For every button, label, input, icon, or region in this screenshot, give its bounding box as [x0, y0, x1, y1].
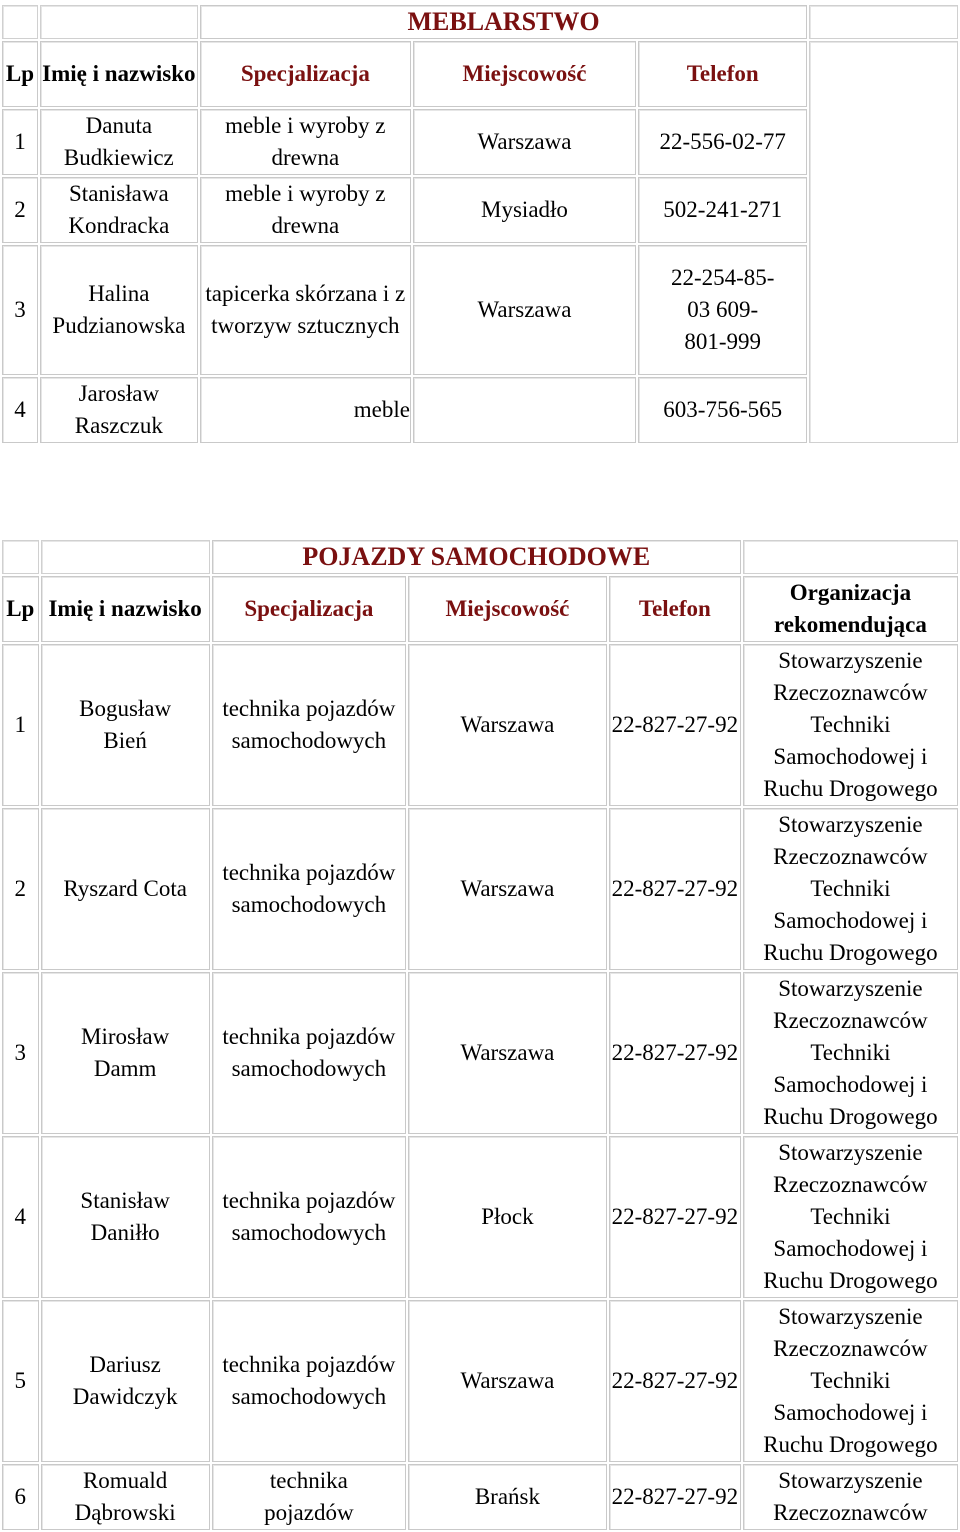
cell-phone: 22-827-27-92: [609, 1136, 741, 1298]
header-name: Imię i nazwisko: [41, 576, 210, 642]
cell-city: Brańsk: [408, 1464, 607, 1530]
cell-org: Stowarzyszenie Rzeczoznawców Techniki Samochodowej i Ruchu Drogowego: [743, 1300, 958, 1462]
cell-lp: 3: [2, 972, 39, 1134]
cell-org: Stowarzyszenie Rzeczoznawców Techniki Samochodowej i Ruchu Drogowego: [743, 972, 958, 1134]
table-row: [2, 1300, 958, 1462]
cell-phone: 22-827-27-92: [609, 644, 741, 806]
cell-spec: technika pojazdów samochodowych: [212, 1300, 406, 1462]
table-row: [2, 644, 958, 806]
cell-lp: 5: [2, 1300, 39, 1462]
header-lp: Lp: [2, 41, 38, 107]
empty-cell: [2, 540, 39, 574]
cell-phone: 603-756-565: [638, 377, 807, 443]
cell-name: Romuald Dąbrowski: [41, 1464, 210, 1530]
header-lp: Lp: [2, 576, 39, 642]
cell-phone: 22-827-27-92: [609, 808, 741, 970]
cell-city: Warszawa: [408, 808, 607, 970]
cell-org: Stowarzyszenie Rzeczoznawców: [743, 1464, 958, 1530]
cell-lp: 2: [2, 177, 38, 243]
cell-spec: technika pojazdów samochodowych: [212, 972, 406, 1134]
pojazdy-table: [0, 538, 960, 1532]
header-city: Miejscowość: [413, 41, 636, 107]
header-phone: Telefon: [638, 41, 807, 107]
cell-phone: 22-827-27-92: [609, 972, 741, 1134]
cell-lp: 3: [2, 245, 38, 375]
cell-city: Warszawa: [408, 644, 607, 806]
table-row: [2, 1136, 958, 1298]
cell-city: Warszawa: [413, 245, 636, 375]
cell-org: Stowarzyszenie Rzeczoznawców Techniki Samochodowej i Ruchu Drogowego: [743, 1136, 958, 1298]
cell-city: Płock: [408, 1136, 607, 1298]
cell-lp: 1: [2, 109, 38, 175]
cell-name: Danuta Budkiewicz: [40, 109, 198, 175]
empty-cell: [2, 5, 38, 39]
cell-name: Stanisław Daniłło: [41, 1136, 210, 1298]
cell-city: Warszawa: [408, 972, 607, 1134]
cell-spec: technika pojazdów: [212, 1464, 406, 1530]
cell-name: Stanisława Kondracka: [40, 177, 198, 243]
cell-org: Stowarzyszenie Rzeczoznawców Techniki Samochodowej i Ruchu Drogowego: [743, 644, 958, 806]
empty-cell: [809, 5, 958, 39]
cell-city: Mysiadło: [413, 177, 636, 243]
header-spec: Specjalizacja: [212, 576, 406, 642]
table-row: [2, 1464, 958, 1530]
cell-spec: technika pojazdów samochodowych: [212, 644, 406, 806]
cell-lp: 1: [2, 644, 39, 806]
cell-name: Jarosław Raszczuk: [40, 377, 198, 443]
cell-phone: 502-241-271: [638, 177, 807, 243]
empty-cell: [41, 540, 210, 574]
section-title: MEBLARSTWO: [200, 5, 808, 39]
header-city: Miejscowość: [408, 576, 607, 642]
cell-phone: 22-254-85-03 609-801-999: [638, 245, 807, 375]
header-phone: Telefon: [609, 576, 741, 642]
cell-lp: 4: [2, 1136, 39, 1298]
cell-name: Halina Pudzianowska: [40, 245, 198, 375]
cell-lp: 4: [2, 377, 38, 443]
cell-name: Mirosław Damm: [41, 972, 210, 1134]
cell-phone: 22-556-02-77: [638, 109, 807, 175]
empty-cell: [40, 5, 198, 39]
cell-lp: 2: [2, 808, 39, 970]
cell-name: Ryszard Cota: [41, 808, 210, 970]
cell-spec: meble i wyroby z drewna: [200, 109, 411, 175]
header-name: Imię i nazwisko: [40, 41, 198, 107]
cell-phone: 22-827-27-92: [609, 1300, 741, 1462]
cell-city: Warszawa: [413, 109, 636, 175]
cell-name: Dariusz Dawidczyk: [41, 1300, 210, 1462]
cell-spec: meble: [200, 377, 411, 443]
cell-spec: meble i wyroby z drewna: [200, 177, 411, 243]
empty-cell: [743, 540, 958, 574]
empty-column: [809, 41, 958, 443]
table-row: [2, 972, 958, 1134]
table-row: [2, 808, 958, 970]
cell-spec: technika pojazdów samochodowych: [212, 808, 406, 970]
cell-city: [413, 377, 636, 443]
cell-spec: tapicerka skórzana i z tworzyw sztucznych: [200, 245, 411, 375]
cell-name: Bogusław Bień: [41, 644, 210, 806]
section-title: POJAZDY SAMOCHODOWE: [212, 540, 741, 574]
cell-spec: technika pojazdów samochodowych: [212, 1136, 406, 1298]
cell-city: Warszawa: [408, 1300, 607, 1462]
cell-lp: 6: [2, 1464, 39, 1530]
header-org: Organizacja rekomendująca: [743, 576, 958, 642]
header-spec: Specjalizacja: [200, 41, 411, 107]
meblarstwo-table: [0, 3, 960, 445]
cell-org: Stowarzyszenie Rzeczoznawców Techniki Samochodowej i Ruchu Drogowego: [743, 808, 958, 970]
cell-phone: 22-827-27-92: [609, 1464, 741, 1530]
